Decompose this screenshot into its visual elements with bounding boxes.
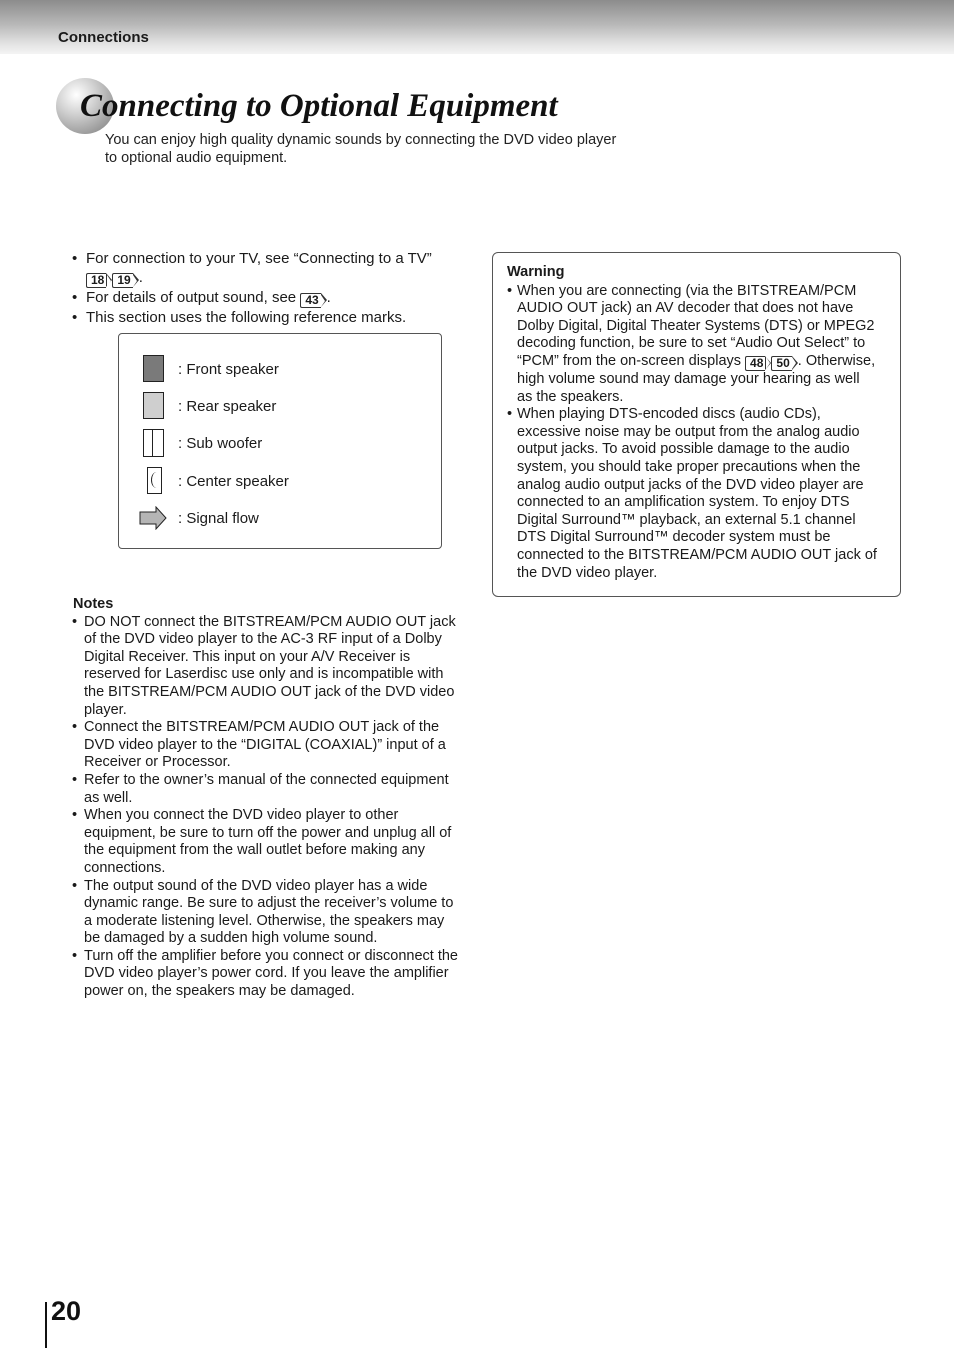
page-ref-badge[interactable]: 50 bbox=[771, 356, 791, 371]
note-item: • DO NOT connect the BITSTREAM/PCM AUDIO OUT jack of the DVD video player to the AC-3 RF input of a Dolby Digital Receiver. This input on your A/V Receiver is reserved for Laserdisc use only and is incompatible with the BITSTREAM/PCM AUDIO OUT jack of the DVD video player. bbox=[72, 614, 472, 720]
legend-row-center-speaker bbox=[119, 467, 439, 497]
reference-item bbox=[72, 308, 472, 327]
warning-box bbox=[492, 252, 901, 597]
notes-section bbox=[72, 596, 472, 1001]
page-ref-badge[interactable]: 43 bbox=[300, 293, 320, 308]
reference-item: • For connection to your TV, see “Connecting to a TV” 18 19 . bbox=[72, 249, 472, 288]
notes-title: Notes bbox=[73, 596, 114, 612]
legend-row-signal-flow bbox=[119, 504, 439, 534]
reference-item: • For details of output sound, see 43 . bbox=[72, 288, 472, 308]
signal-flow-arrow-icon bbox=[139, 506, 167, 530]
note-item: • Refer to the owner’s manual of the connected equipment as well. bbox=[72, 772, 472, 807]
center-speaker-icon bbox=[147, 467, 162, 494]
page-ref-badge[interactable]: 19 bbox=[112, 273, 132, 288]
notes-list bbox=[72, 614, 472, 1001]
legend-row-sub-woofer bbox=[119, 429, 439, 459]
intro-line: to optional audio equipment. bbox=[105, 150, 288, 166]
reference-text: This section uses the following reference marks. bbox=[86, 309, 407, 326]
reference-text: For connection to your TV, see “Connecting to a TV” bbox=[86, 250, 432, 267]
reference-list bbox=[72, 249, 472, 327]
intro-line: You can enjoy high quality dynamic sounds by connecting the DVD video player bbox=[105, 132, 617, 148]
legend-label: : Front speaker bbox=[178, 361, 279, 378]
warning-list bbox=[507, 283, 900, 583]
warning-title: Warning bbox=[507, 264, 565, 280]
section-label: Connections bbox=[58, 29, 149, 46]
intro-text bbox=[105, 131, 645, 167]
page-title: Connecting to Optional Equipment bbox=[80, 88, 558, 124]
legend-label: : Center speaker bbox=[178, 473, 289, 490]
page-number-rule bbox=[45, 1302, 47, 1348]
page-ref-badge[interactable]: 18 bbox=[86, 273, 106, 288]
warning-item: • When playing DTS-encoded discs (audio CDs), excessive noise may be output from the analog audio output jacks. To avoid possible damage to the audio system, you should take proper precautions when the analog audio output jacks of the DVD video player are connected to an amplification system. To enjoy DTS Digital Surround™ playback, an external 5.1 channel DTS Digital Surround™ decoder system must be connected to the BITSTREAM/PCM AUDIO OUT jack of the DVD video player. bbox=[507, 406, 900, 582]
rear-speaker-icon bbox=[143, 392, 164, 419]
legend-row-rear-speaker bbox=[119, 392, 439, 422]
reference-text: For details of output sound, see bbox=[86, 289, 297, 306]
legend-label: : Signal flow bbox=[178, 510, 259, 527]
legend-label: : Rear speaker bbox=[178, 398, 277, 415]
legend-row-front-speaker bbox=[119, 355, 439, 385]
warning-item: • When you are connecting (via the BITSTREAM/PCM AUDIO OUT jack) an AV decoder that does not have Dolby Digital, Digital Theater Systems (DTS) or MPEG2 decoding function, be sure to set “Audio Out Select” to “PCM” from the on-screen displays 48 50 . Otherwise, high volume sound may damage your hearing as well as the speakers. bbox=[507, 283, 900, 407]
reference-marks-legend bbox=[118, 333, 442, 549]
front-speaker-icon bbox=[143, 355, 164, 382]
note-item: • Turn off the amplifier before you connect or disconnect the DVD video player’s power cord. If you leave the amplifier power on, the speakers may be damaged. bbox=[72, 948, 472, 1001]
note-item: • The output sound of the DVD video player has a wide dynamic range. Be sure to adjust the receiver’s volume to a moderate listening level. Otherwise, the speakers may be damaged by a sudden high volume sound. bbox=[72, 878, 472, 948]
note-item: • Connect the BITSTREAM/PCM AUDIO OUT jack of the DVD video player to the “DIGITAL (COAXIAL)” input of a Receiver or Processor. bbox=[72, 719, 472, 772]
legend-label: : Sub woofer bbox=[178, 435, 263, 452]
note-item: • When you connect the DVD video player to other equipment, be sure to turn off the power and unplug all of the equipment from the wall outlet before making any connections. bbox=[72, 807, 472, 877]
page-number: 20 bbox=[51, 1296, 82, 1326]
sub-woofer-icon bbox=[143, 429, 164, 457]
page-ref-badge[interactable]: 48 bbox=[745, 356, 765, 371]
